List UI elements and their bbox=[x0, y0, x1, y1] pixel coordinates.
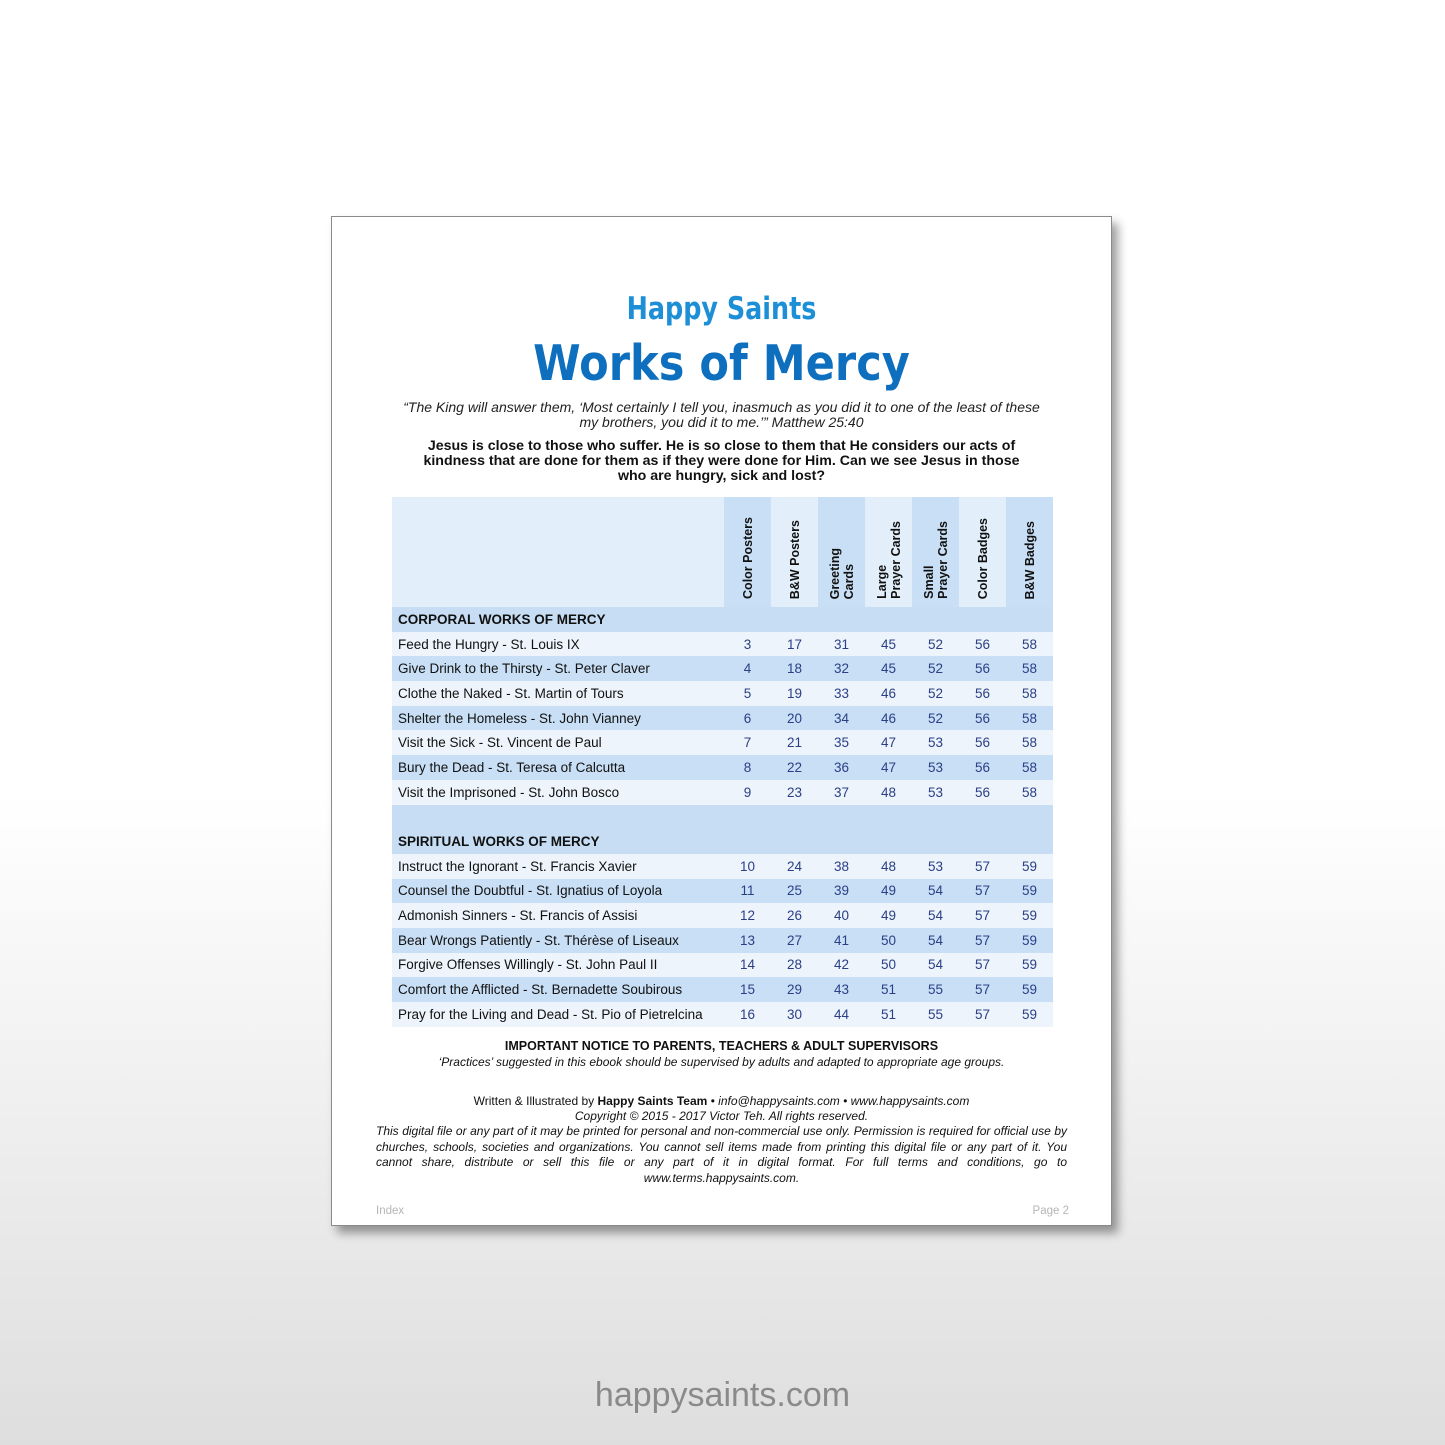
page-number-cell: 58 bbox=[1006, 681, 1053, 706]
work-saint-label: Pray for the Living and Dead - St. Pio of Pietrelcina bbox=[392, 1002, 724, 1027]
table-row bbox=[392, 1002, 1053, 1027]
spacer-cell bbox=[392, 805, 1053, 830]
page-number-cell: 57 bbox=[959, 953, 1006, 978]
page-title: Works of Mercy bbox=[533, 335, 910, 392]
page-number-cell: 35 bbox=[818, 730, 865, 755]
page-number-cell: 33 bbox=[818, 681, 865, 706]
work-saint-label: Visit the Imprisoned - St. John Bosco bbox=[392, 780, 724, 805]
page-number-cell: 59 bbox=[1006, 1002, 1053, 1027]
page-number-cell: 39 bbox=[818, 879, 865, 904]
page-number-cell: 56 bbox=[959, 706, 1006, 731]
page-number-cell: 46 bbox=[865, 681, 912, 706]
page-number-cell: 28 bbox=[771, 953, 818, 978]
table-body bbox=[392, 607, 1053, 1027]
work-saint-label: Feed the Hungry - St. Louis IX bbox=[392, 632, 724, 657]
col-header: B&W Posters bbox=[771, 497, 818, 607]
page-number-cell: 4 bbox=[724, 656, 771, 681]
page-number-cell: 55 bbox=[912, 977, 959, 1002]
page-number-cell: 52 bbox=[912, 706, 959, 731]
page-number-cell: 56 bbox=[959, 755, 1006, 780]
brand-name: Happy Saints bbox=[626, 291, 817, 327]
page-number-cell: 25 bbox=[771, 879, 818, 904]
table-row bbox=[392, 953, 1053, 978]
table-row bbox=[392, 928, 1053, 953]
page-number-cell: 56 bbox=[959, 780, 1006, 805]
page-number-cell: 58 bbox=[1006, 706, 1053, 731]
table-row bbox=[392, 903, 1053, 928]
work-saint-label: Visit the Sick - St. Vincent de Paul bbox=[392, 730, 724, 755]
page-number-cell: 23 bbox=[771, 780, 818, 805]
page-number-cell: 56 bbox=[959, 730, 1006, 755]
page-number-cell: 57 bbox=[959, 854, 1006, 879]
page-number-cell: 19 bbox=[771, 681, 818, 706]
page-number-cell: 52 bbox=[912, 681, 959, 706]
page-number-cell: 53 bbox=[912, 780, 959, 805]
work-saint-label: Instruct the Ignorant - St. Francis Xavier bbox=[392, 854, 724, 879]
page-number-cell: 57 bbox=[959, 928, 1006, 953]
page-number-cell: 54 bbox=[912, 903, 959, 928]
credits-contact: • info@happysaints.com • www.happysaints.com bbox=[707, 1094, 970, 1108]
work-saint-label: Admonish Sinners - St. Francis of Assisi bbox=[392, 903, 724, 928]
page-number-cell: 54 bbox=[912, 928, 959, 953]
page-number-cell: 53 bbox=[912, 854, 959, 879]
page-number-cell: 49 bbox=[865, 879, 912, 904]
table-row bbox=[392, 977, 1053, 1002]
page-number-cell: 54 bbox=[912, 953, 959, 978]
table-row bbox=[392, 854, 1053, 879]
table-row bbox=[392, 656, 1053, 681]
page-number-cell: 59 bbox=[1006, 953, 1053, 978]
page-number-cell: 48 bbox=[865, 854, 912, 879]
col-header: Large Prayer Cards bbox=[865, 497, 912, 607]
page-number-cell: 59 bbox=[1006, 977, 1053, 1002]
page-number-cell: 44 bbox=[818, 1002, 865, 1027]
page-number-cell: 43 bbox=[818, 977, 865, 1002]
table-row bbox=[392, 706, 1053, 731]
col-header: Greeting Cards bbox=[818, 497, 865, 607]
page-number-cell: 57 bbox=[959, 977, 1006, 1002]
intro-text: Jesus is close to those who suffer. He is so close to them that He considers our acts of kindness that are done for them as if they were done for Him. Can we see Jesus in those who are hungry, sick and lost? bbox=[423, 438, 1020, 484]
page-number-cell: 59 bbox=[1006, 879, 1053, 904]
page-number-cell: 13 bbox=[724, 928, 771, 953]
page-number-cell: 9 bbox=[724, 780, 771, 805]
page-number-cell: 7 bbox=[724, 730, 771, 755]
page-number-cell: 46 bbox=[865, 706, 912, 731]
table-row bbox=[392, 730, 1053, 755]
page-number-cell: 51 bbox=[865, 1002, 912, 1027]
website-watermark: happysaints.com bbox=[594, 1376, 851, 1414]
page-number-cell: 56 bbox=[959, 656, 1006, 681]
notice-title: IMPORTANT NOTICE TO PARENTS, TEACHERS & ADULT SUPERVISORS bbox=[504, 1039, 939, 1053]
col-header: Color Badges bbox=[959, 497, 1006, 607]
table-row bbox=[392, 632, 1053, 657]
page-number-cell: 50 bbox=[865, 928, 912, 953]
page-number-cell: 58 bbox=[1006, 632, 1053, 657]
page-number-cell: 15 bbox=[724, 977, 771, 1002]
page-number-cell: 45 bbox=[865, 632, 912, 657]
page-number-cell: 59 bbox=[1006, 928, 1053, 953]
page-number-cell: 26 bbox=[771, 903, 818, 928]
page-number-cell: 50 bbox=[865, 953, 912, 978]
page-number-cell: 53 bbox=[912, 730, 959, 755]
page-number-cell: 30 bbox=[771, 1002, 818, 1027]
work-saint-label: Comfort the Afflicted - St. Bernadette Soubirous bbox=[392, 977, 724, 1002]
page-number-cell: 20 bbox=[771, 706, 818, 731]
work-saint-label: Shelter the Homeless - St. John Vianney bbox=[392, 706, 724, 731]
table-row bbox=[392, 755, 1053, 780]
col-header: Small Prayer Cards bbox=[912, 497, 959, 607]
col-header: Color Posters bbox=[724, 497, 771, 607]
page-number-cell: 14 bbox=[724, 953, 771, 978]
page-number-cell: 52 bbox=[912, 632, 959, 657]
footer-index-link[interactable]: Index bbox=[376, 1205, 405, 1217]
copyright-line: Copyright © 2015 - 2017 Victor Teh. All rights reserved. bbox=[574, 1109, 869, 1123]
notice-text: ‘Practices’ suggested in this ebook should be supervised by adults and adapted to appropriate age groups. bbox=[438, 1055, 1005, 1069]
page-number-cell: 51 bbox=[865, 977, 912, 1002]
page-number-cell: 21 bbox=[771, 730, 818, 755]
page-number-cell: 45 bbox=[865, 656, 912, 681]
legal-text: This digital file or any part of it may be printed for personal and non-commercial use only. Permission is required for official use by churches, schools, societies and organizations. You cannot sell items made from printing this digital file or any part of it. You cannot share, distribute or sell this file or any part of it in digital format. For full terms and conditions, go to www.terms.happysaints.com. bbox=[376, 1124, 1067, 1185]
table-row bbox=[392, 879, 1053, 904]
page-number-cell: 31 bbox=[818, 632, 865, 657]
page-number-cell: 5 bbox=[724, 681, 771, 706]
work-saint-label: Clothe the Naked - St. Martin of Tours bbox=[392, 681, 724, 706]
work-saint-label: Bear Wrongs Patiently - St. Thérèse of Liseaux bbox=[392, 928, 724, 953]
page-number-cell: 41 bbox=[818, 928, 865, 953]
page-number-cell: 37 bbox=[818, 780, 865, 805]
table-row bbox=[392, 780, 1053, 805]
credits-line bbox=[332, 1094, 1111, 1109]
page-number-cell: 56 bbox=[959, 632, 1006, 657]
page-number-cell: 48 bbox=[865, 780, 912, 805]
page-number-cell: 49 bbox=[865, 903, 912, 928]
header-blank-cell bbox=[392, 497, 724, 607]
page-number-cell: 6 bbox=[724, 706, 771, 731]
page-number-cell: 55 bbox=[912, 1002, 959, 1027]
page-number-cell: 29 bbox=[771, 977, 818, 1002]
page-number-cell: 54 bbox=[912, 879, 959, 904]
page-number-cell: 3 bbox=[724, 632, 771, 657]
page-number-cell: 11 bbox=[724, 879, 771, 904]
page-number-cell: 58 bbox=[1006, 780, 1053, 805]
section-heading-row bbox=[392, 607, 1053, 632]
page-number-cell: 57 bbox=[959, 1002, 1006, 1027]
work-saint-label: Counsel the Doubtful - St. Ignatius of Loyola bbox=[392, 879, 724, 904]
page-number-cell: 32 bbox=[818, 656, 865, 681]
ebook-page bbox=[331, 216, 1112, 1226]
page-number-cell: 47 bbox=[865, 755, 912, 780]
works-of-mercy-table bbox=[392, 497, 1053, 1027]
page-number-cell: 27 bbox=[771, 928, 818, 953]
scripture-quote: “The King will answer them, ‘Most certainly I tell you, inasmuch as you did it to one of the least of these my brothers, you did it to me.’” Matthew 25:40 bbox=[403, 399, 1040, 430]
page-number-cell: 10 bbox=[724, 854, 771, 879]
page-number-cell: 59 bbox=[1006, 903, 1053, 928]
page-number-cell: 34 bbox=[818, 706, 865, 731]
page-number-cell: 12 bbox=[724, 903, 771, 928]
footer-page-number: Page 2 bbox=[1032, 1205, 1069, 1217]
page-number-cell: 56 bbox=[959, 681, 1006, 706]
page-number-cell: 53 bbox=[912, 755, 959, 780]
page-number-cell: 36 bbox=[818, 755, 865, 780]
col-header: B&W Badges bbox=[1006, 497, 1053, 607]
page-number-cell: 38 bbox=[818, 854, 865, 879]
page-number-cell: 16 bbox=[724, 1002, 771, 1027]
page-number-cell: 57 bbox=[959, 879, 1006, 904]
section-spacer-row bbox=[392, 805, 1053, 830]
page-number-cell: 58 bbox=[1006, 656, 1053, 681]
page-number-cell: 58 bbox=[1006, 755, 1053, 780]
work-saint-label: Forgive Offenses Willingly - St. John Paul II bbox=[392, 953, 724, 978]
page-number-cell: 17 bbox=[771, 632, 818, 657]
section-heading-row bbox=[392, 829, 1053, 854]
page-number-cell: 40 bbox=[818, 903, 865, 928]
page-number-cell: 52 bbox=[912, 656, 959, 681]
work-saint-label: Bury the Dead - St. Teresa of Calcutta bbox=[392, 755, 724, 780]
page-number-cell: 47 bbox=[865, 730, 912, 755]
table-header-row bbox=[392, 497, 1053, 607]
section-heading: CORPORAL WORKS OF MERCY bbox=[392, 607, 1053, 632]
credits-prefix: Written & Illustrated by bbox=[473, 1094, 598, 1108]
page-number-cell: 24 bbox=[771, 854, 818, 879]
page-number-cell: 58 bbox=[1006, 730, 1053, 755]
page-number-cell: 22 bbox=[771, 755, 818, 780]
page-number-cell: 42 bbox=[818, 953, 865, 978]
page-number-cell: 8 bbox=[724, 755, 771, 780]
credits-team: Happy Saints Team bbox=[597, 1094, 708, 1108]
work-saint-label: Give Drink to the Thirsty - St. Peter Claver bbox=[392, 656, 724, 681]
page-number-cell: 59 bbox=[1006, 854, 1053, 879]
page-number-cell: 57 bbox=[959, 903, 1006, 928]
table-row bbox=[392, 681, 1053, 706]
section-heading: SPIRITUAL WORKS OF MERCY bbox=[392, 829, 1053, 854]
page-number-cell: 18 bbox=[771, 656, 818, 681]
